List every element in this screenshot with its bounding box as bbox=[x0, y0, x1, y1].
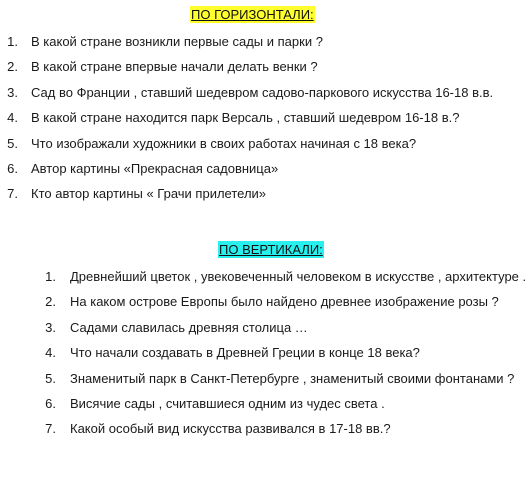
question-text: Что изображали художники в своих работах начиная с 18 века? bbox=[31, 135, 417, 151]
question-number: 3. bbox=[45, 319, 56, 335]
question-number: 3. bbox=[7, 84, 18, 100]
question-number: 5. bbox=[7, 135, 18, 151]
question-text: Кто автор картины « Грачи прилетели» bbox=[31, 186, 267, 202]
question-text: В какой стране впервые начали делать венки ? bbox=[31, 59, 318, 75]
question-number: 4. bbox=[45, 345, 56, 361]
question-text: В какой стране находится парк Версаль , ставший шедевром 16-18 в.? bbox=[31, 110, 460, 126]
question-number: 6. bbox=[7, 160, 18, 176]
question-text: Сад во Франции , ставший шедевром садово-паркового искусства 16-18 в.в. bbox=[31, 84, 494, 100]
question-number: 7. bbox=[45, 421, 56, 437]
vertical-heading: ПО ВЕРТИКАЛИ: bbox=[219, 242, 323, 257]
question-text: Древнейший цветок , увековеченный человеком в искусстве , архитектуре . bbox=[70, 269, 527, 284]
horizontal-heading: ПО ГОРИЗОНТАЛИ: bbox=[191, 7, 314, 22]
question-number: 2. bbox=[7, 59, 18, 75]
question-text: Висячие сады , считавшиеся одним из чудес света . bbox=[70, 395, 385, 411]
question-number: 1. bbox=[7, 34, 18, 49]
question-text: Какой особый вид искусства развивался в 17-18 вв.? bbox=[70, 421, 391, 437]
question-text: Что начали создавать в Древней Греции в конце 18 века? bbox=[70, 345, 420, 361]
question-text: Знаменитый парк в Санкт-Петербурге , знаменитый своими фонтанами ? bbox=[70, 370, 515, 386]
question-number: 2. bbox=[45, 294, 56, 310]
question-text: В какой стране возникли первые сады и парки ? bbox=[31, 34, 323, 49]
question-text: Автор картины «Прекрасная садовница» bbox=[31, 160, 279, 176]
question-text: Садами славилась древняя столица … bbox=[70, 319, 308, 335]
question-number: 5. bbox=[45, 370, 56, 386]
question-number: 1. bbox=[45, 269, 56, 284]
question-number: 4. bbox=[7, 110, 18, 126]
question-number: 6. bbox=[45, 395, 56, 411]
question-text: На каком острове Европы было найдено древнее изображение розы ? bbox=[70, 294, 499, 310]
question-number: 7. bbox=[7, 186, 18, 202]
